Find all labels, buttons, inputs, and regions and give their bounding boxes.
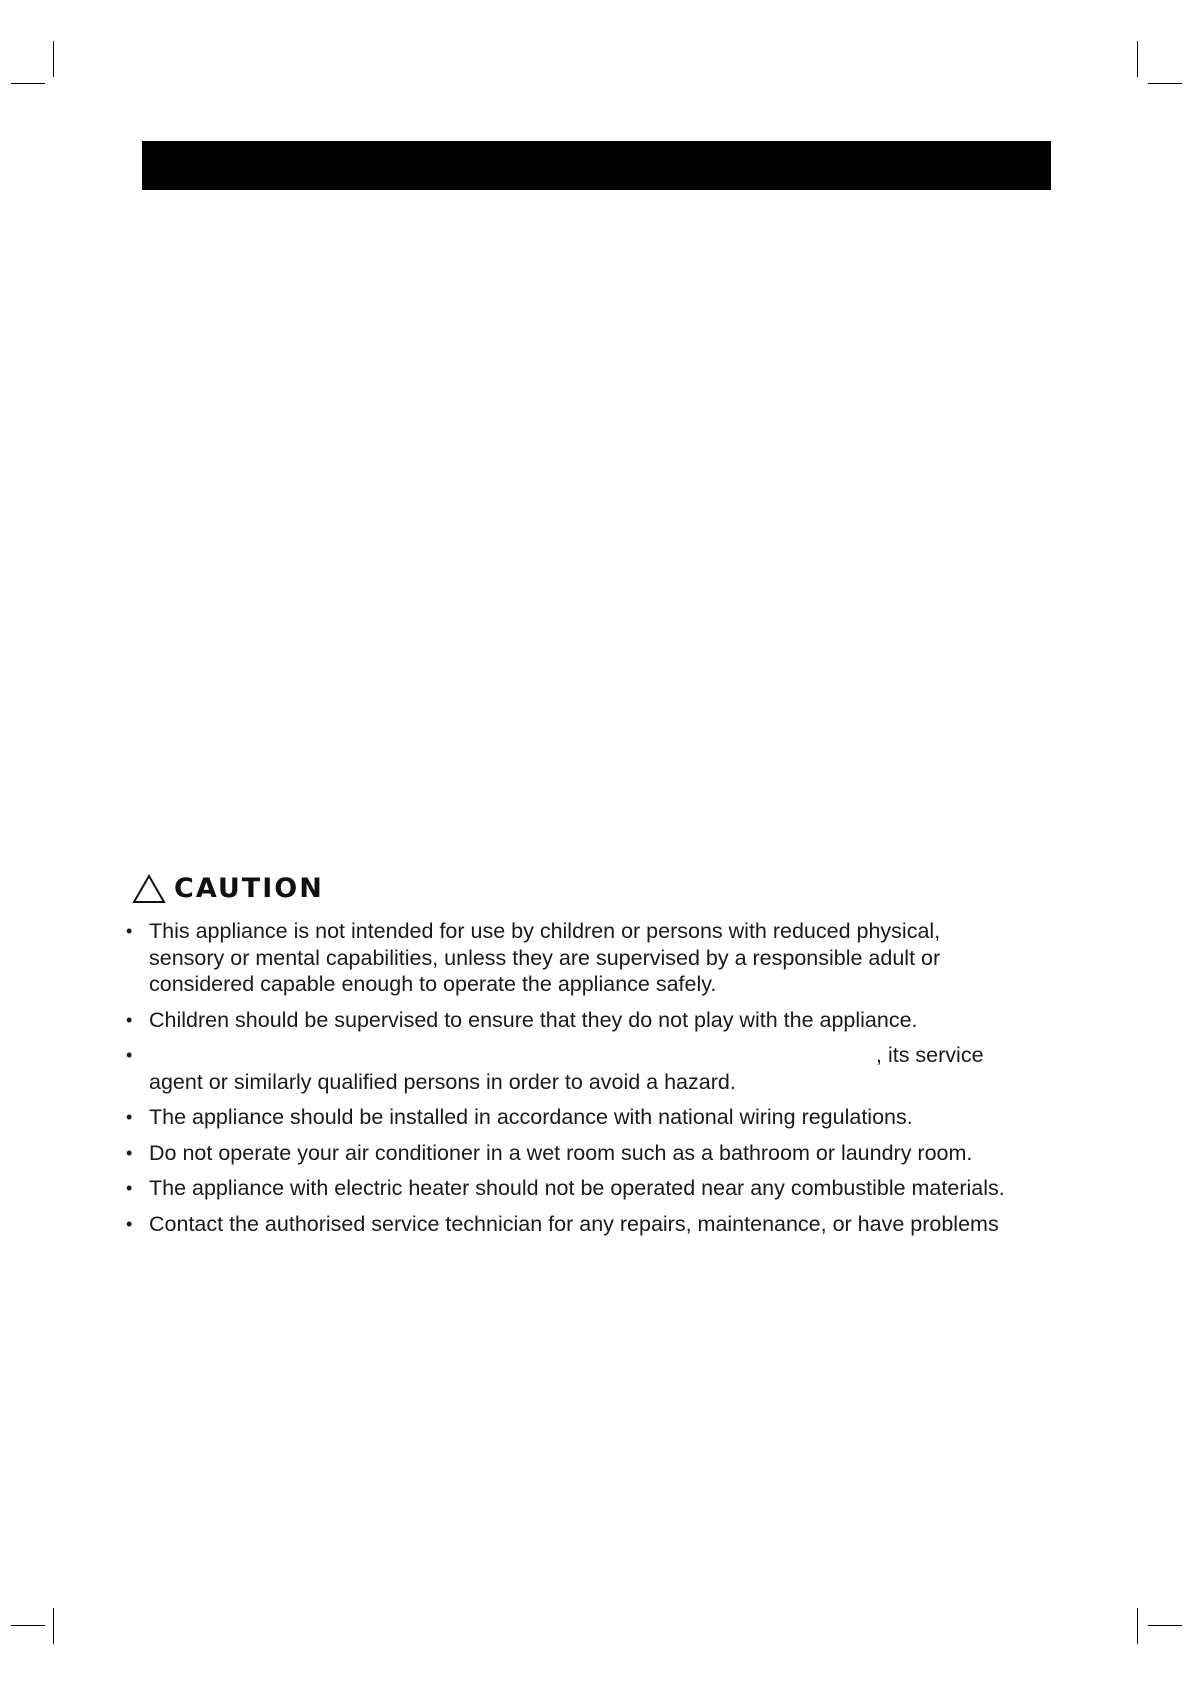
crop-mark-bottom-left-horizontal xyxy=(11,1625,45,1626)
caution-text-line: This appliance is not intended for use by children or persons with reduced physical, xyxy=(149,919,941,943)
section-header-bar xyxy=(142,141,1051,190)
bullet: • xyxy=(126,1009,133,1030)
caution-text-line: The appliance with electric heater should not be operated near any combustible materials. xyxy=(149,1176,1005,1200)
caution-list xyxy=(122,918,1092,1246)
caution-item-service-agent xyxy=(122,1042,1092,1095)
caution-text-line: , its service xyxy=(876,1043,984,1067)
warning-triangle-icon xyxy=(132,874,166,904)
crop-mark-bottom-left-vertical xyxy=(53,1608,54,1644)
bullet: • xyxy=(126,1142,133,1163)
bullet: • xyxy=(126,921,133,941)
caution-text-line: The appliance should be installed in accordance with national wiring regulations. xyxy=(149,1105,913,1129)
caution-item-wiring-regulations xyxy=(122,1104,1092,1131)
caution-text-line: agent or similarly qualified persons in order to avoid a hazard. xyxy=(149,1069,736,1094)
crop-mark-top-left-vertical xyxy=(53,41,54,77)
caution-text-line: considered capable enough to operate the appliance safely. xyxy=(149,972,717,996)
caution-text-line: sensory or mental capabilities, unless they are supervised by a responsible adult or xyxy=(149,945,941,970)
bullet: • xyxy=(126,1213,133,1234)
crop-mark-top-left-horizontal xyxy=(11,83,45,84)
crop-mark-bottom-right-vertical xyxy=(1137,1608,1138,1644)
caution-item-wet-room xyxy=(122,1140,1092,1167)
caution-text-line: Do not operate your air conditioner in a wet room such as a bathroom or laundry room. xyxy=(149,1140,973,1165)
crop-mark-bottom-right-horizontal xyxy=(1148,1625,1182,1626)
caution-item-electric-heater xyxy=(122,1175,1092,1202)
caution-text-line: Children should be supervised to ensure that they do not play with the appliance. xyxy=(149,1007,918,1032)
bullet: • xyxy=(126,1107,133,1127)
caution-item-children-capabilities xyxy=(122,918,1092,998)
caution-item-service-technician xyxy=(122,1211,1092,1238)
caution-title: CAUTION xyxy=(174,873,324,904)
caution-item-children-supervision xyxy=(122,1007,1092,1034)
crop-mark-top-right-horizontal xyxy=(1148,83,1182,84)
caution-heading xyxy=(132,872,324,906)
bullet: • xyxy=(126,1045,133,1065)
bullet: • xyxy=(126,1178,133,1198)
caution-text-line: Contact the authorised service technician for any repairs, maintenance, or have problems xyxy=(149,1211,999,1236)
crop-mark-top-right-vertical xyxy=(1137,41,1138,77)
